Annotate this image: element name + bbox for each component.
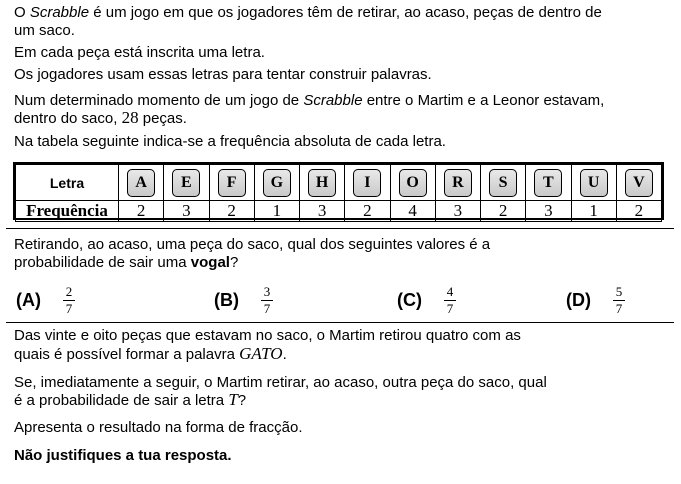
frequency-cell: 2 <box>119 201 164 222</box>
letter-tile: E <box>172 169 200 197</box>
numerator: 2 <box>65 284 73 299</box>
letters-row <box>16 165 662 201</box>
question1-line-2 <box>14 254 238 272</box>
intro-line-1 <box>14 4 602 22</box>
option-fraction <box>613 285 625 315</box>
letter-tile: O <box>399 169 427 197</box>
piece-count: 28 <box>121 108 139 127</box>
frequency-cell: 3 <box>435 201 480 222</box>
denominator: 7 <box>65 301 73 316</box>
letter-cell <box>526 165 571 201</box>
option-c <box>397 282 456 318</box>
frequency-cell: 3 <box>164 201 209 222</box>
letter-tile: F <box>218 169 246 197</box>
text: probabilidade de sair uma <box>14 254 191 271</box>
option-label: (B) <box>214 289 239 310</box>
option-fraction <box>63 285 75 315</box>
letter-tile: G <box>263 169 291 197</box>
letter-tile: S <box>489 169 517 197</box>
letter-cell <box>119 165 164 201</box>
frequency-cell: 3 <box>526 201 571 222</box>
intro-line-7: Na tabela seguinte indica-se a frequência absoluta de cada letra. <box>14 133 446 150</box>
text: entre o Martim e a Leonor estavam, <box>362 92 605 109</box>
letter-tile: I <box>353 169 381 197</box>
frequency-cell: 1 <box>571 201 616 222</box>
text: ? <box>237 392 247 409</box>
letter-cell <box>571 165 616 201</box>
letter-tile: U <box>580 169 608 197</box>
letter-tile: A <box>127 169 155 197</box>
word-gato: GATO <box>239 344 283 363</box>
letter-cell <box>164 165 209 201</box>
letter-cell <box>435 165 480 201</box>
divider <box>6 322 674 323</box>
question2-line-1: Das vinte e oito peças que estavam no saco, o Martim retirou quatro com as <box>14 327 521 344</box>
denominator: 7 <box>263 301 271 316</box>
option-a <box>16 282 75 318</box>
letter-cell <box>209 165 254 201</box>
denominator: 7 <box>446 301 454 316</box>
denominator: 7 <box>615 301 623 316</box>
frequency-cell: 3 <box>300 201 345 222</box>
text: dentro do saco, <box>14 110 122 127</box>
option-label: (C) <box>397 289 422 310</box>
intro-line-3: Em cada peça está inscrita uma letra. <box>14 44 265 61</box>
frequency-cell: 1 <box>254 201 299 222</box>
intro-line-2: um saco. <box>14 22 75 39</box>
letter-tile: T <box>534 169 562 197</box>
text: O <box>14 4 30 21</box>
text: . <box>282 346 287 363</box>
letter-tile: R <box>444 169 472 197</box>
row-header-letter: Letra <box>16 165 119 201</box>
emphasis: vogal <box>190 254 230 271</box>
letter-cell <box>616 165 661 201</box>
divider <box>6 228 674 229</box>
frequency-cell: 2 <box>616 201 661 222</box>
letter-tile: H <box>308 169 336 197</box>
question2-line-5: Apresenta o resultado na forma de fracção. <box>14 419 303 436</box>
option-b <box>214 282 273 318</box>
frequency-cell: 2 <box>209 201 254 222</box>
letter-cell <box>300 165 345 201</box>
letter-cell <box>390 165 435 201</box>
text: quais é possível formar a palavra <box>14 346 240 363</box>
option-label: (A) <box>16 289 41 310</box>
question2-line-2 <box>14 345 287 364</box>
question2-line-3: Se, imediatamente a seguir, o Martim retirar, ao acaso, outra peça do saco, qual <box>14 374 547 391</box>
intro-line-5 <box>14 92 604 110</box>
option-fraction <box>261 285 273 315</box>
question2-instruction: Não justifiques a tua resposta. <box>14 447 232 464</box>
game-name: Scrabble <box>303 92 363 109</box>
question1-line-1: Retirando, ao acaso, uma peça do saco, qual dos seguintes valores é a <box>14 236 491 253</box>
letter-t: T <box>228 390 238 409</box>
frequency-cell: 2 <box>345 201 390 222</box>
text: ? <box>229 254 239 271</box>
option-fraction <box>444 285 456 315</box>
frequency-cell: 4 <box>390 201 435 222</box>
letter-cell <box>254 165 299 201</box>
numerator: 3 <box>263 284 271 299</box>
question2-line-4 <box>14 391 246 410</box>
frequency-row <box>16 201 662 222</box>
intro-line-6 <box>14 109 187 128</box>
option-d <box>566 282 625 318</box>
numerator: 5 <box>615 284 623 299</box>
game-name: Scrabble <box>29 4 90 21</box>
intro-line-4: Os jogadores usam essas letras para tentar construir palavras. <box>14 66 432 83</box>
letter-cell <box>481 165 526 201</box>
option-label: (D) <box>566 289 591 310</box>
frequency-table <box>13 162 664 220</box>
text: peças. <box>138 110 187 127</box>
frequency-cell: 2 <box>481 201 526 222</box>
numerator: 4 <box>446 284 454 299</box>
text: é a probabilidade de sair a letra <box>14 392 229 409</box>
letter-tile: V <box>625 169 653 197</box>
row-header-frequency: Frequência <box>16 201 119 222</box>
text: Num determinado momento de um jogo de <box>14 92 304 109</box>
text: é um jogo em que os jogadores têm de retirar, ao acaso, peças de dentro de <box>89 4 602 21</box>
letter-cell <box>345 165 390 201</box>
